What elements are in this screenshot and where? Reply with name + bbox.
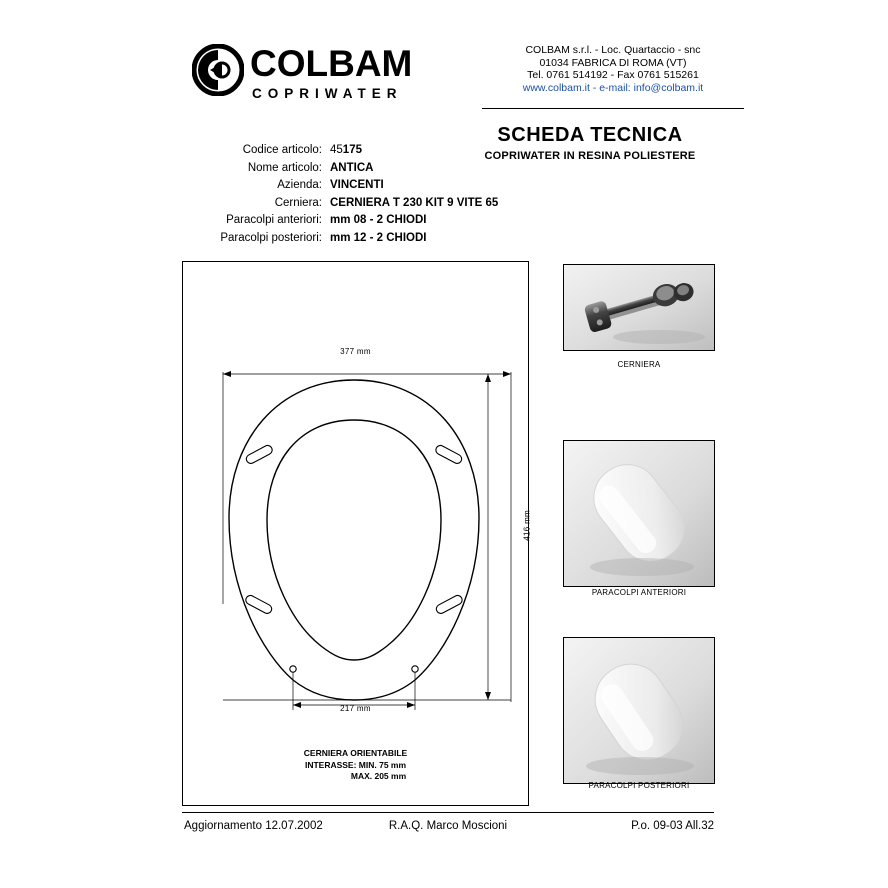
dimension-height-label: 416 mm	[523, 510, 532, 541]
footer-raq: R.A.Q. Marco Moscioni	[388, 820, 508, 832]
spec-label-paracolpi-posteriori: Paracolpi posteriori:	[220, 231, 322, 244]
toilet-seat-drawing-panel	[182, 261, 532, 806]
spec-value-codice	[330, 144, 362, 156]
company-line-3: Tel. 0761 514192 - Fax 0761 515261	[527, 69, 699, 82]
spec-value-cerniera: CERNIERA T 230 KIT 9 VITE 65	[330, 196, 499, 209]
company-line-2: 01034 FABRICA DI ROMA (VT)	[539, 56, 687, 69]
hinge-note-line-3: MAX. 205 mm	[350, 771, 407, 781]
spec-label-cerniera: Cerniera:	[274, 196, 322, 209]
photo-caption-rear-bumper: PARACOLPI POSTERIORI	[588, 781, 690, 790]
header-divider	[482, 108, 744, 109]
page-title: SCHEDA TECNICA	[497, 124, 683, 146]
toilet-seat-drawing	[183, 262, 526, 803]
spec-value-paracolpi-posteriori: mm 12 - 2 CHIODI	[330, 231, 427, 244]
spec-row-nome	[182, 162, 532, 180]
spec-value-azienda: VINCENTI	[330, 179, 384, 192]
spec-value-codice-prefix: 45	[330, 144, 343, 156]
photo-caption-front-bumper: PARACOLPI ANTERIORI	[591, 588, 687, 597]
company-website[interactable]: www.colbam.it - e-mail: info@colbam.it	[522, 81, 704, 94]
spec-label-azienda: Azienda:	[277, 179, 322, 192]
photo-hinge	[563, 264, 715, 351]
logo-wordmark: COLBAM	[250, 43, 413, 84]
document-footer	[182, 820, 714, 838]
company-line-1: COLBAM s.r.l. - Loc. Quartaccio - snc	[525, 44, 701, 56]
colbam-logo-icon	[192, 44, 244, 96]
dimension-width-label: 377 mm	[340, 347, 371, 356]
hinge-note-line-2: INTERASSE: MIN. 75 mm	[304, 759, 407, 770]
spec-label-codice: Codice articolo:	[242, 144, 322, 156]
photo-front-bumper	[563, 440, 715, 587]
hinge-photo-icon	[564, 265, 714, 350]
rear-bumper-photo-icon	[564, 638, 714, 783]
logo-tagline: COPRIWATER	[252, 86, 403, 101]
colbam-logo	[182, 42, 422, 112]
spec-label-nome: Nome articolo:	[247, 161, 322, 174]
spec-value-nome: ANTICA	[330, 161, 374, 174]
spec-row-paracolpi-posteriori	[182, 232, 532, 250]
footer-update-date: Aggiornamento 12.07.2002	[184, 820, 323, 832]
dimension-hole-spacing-label: 217 mm	[340, 704, 371, 713]
hinge-notes	[183, 748, 528, 783]
spec-row-paracolpi-anteriori	[182, 214, 532, 232]
document-header	[182, 42, 742, 118]
spec-row-azienda	[182, 179, 532, 197]
front-bumper-photo-icon	[564, 441, 714, 586]
photo-rear-bumper	[563, 637, 715, 784]
photo-caption-hinge: CERNIERA	[617, 360, 661, 369]
company-address	[482, 44, 744, 94]
spec-value-paracolpi-anteriori: mm 08 - 2 CHIODI	[330, 214, 427, 227]
footer-divider	[182, 812, 714, 813]
spec-row-codice	[182, 144, 532, 162]
hinge-note-line-1: CERNIERA ORIENTABILE	[303, 748, 408, 758]
footer-doc-ref: P.o. 09-03 All.32	[631, 820, 714, 832]
spec-label-paracolpi-anteriori: Paracolpi anteriori:	[226, 214, 322, 227]
spec-row-cerniera	[182, 197, 532, 215]
page-subtitle: COPRIWATER IN RESINA POLIESTERE	[484, 150, 696, 162]
spec-value-codice-suffix: 175	[342, 144, 362, 156]
specification-list	[182, 144, 532, 250]
